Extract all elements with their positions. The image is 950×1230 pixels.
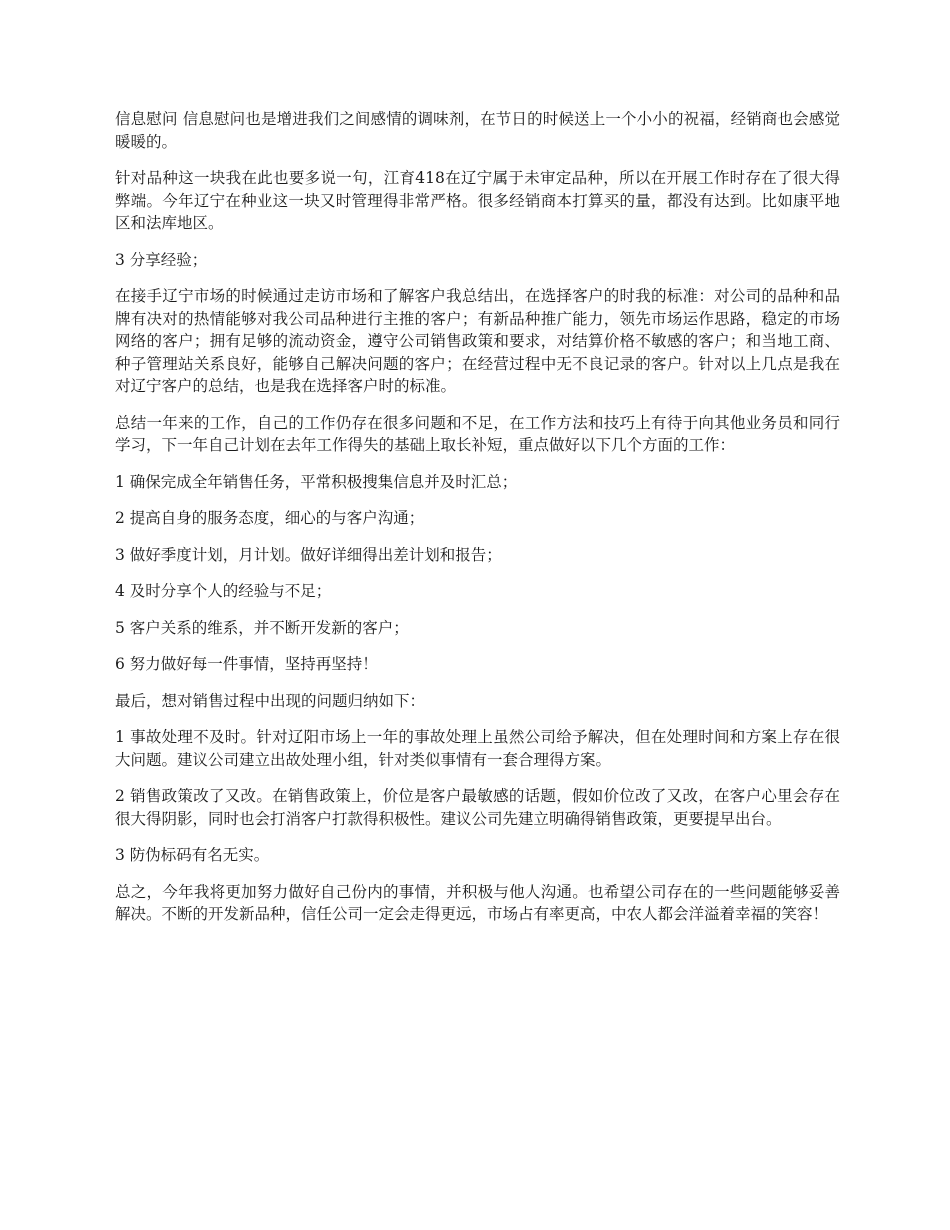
paragraph-share-heading: 3 分享经验； xyxy=(115,250,208,269)
paragraph-greeting: 信息慰问 信息慰问也是增进我们之间感情的调味剂，在节日的时候送上一个小小的祝福，经销商也会感觉暖暖的。 xyxy=(115,110,840,151)
paragraph-customer-standard: 在接手辽宁市场的时候通过走访市场和了解客户我总结出，在选择客户的时我的标准：对公司的品种和品牌有决对的热情能够对我公司品种进行主推的客户；有新品种推广能力，领先市场运作思路，稳定的市场网络的客户；拥有足够的流动资金，遵守公司销售政策和要求，对结算价格不敏感的客户；和当地工商、种子管理站关系良好，能够自己解决问题的客户；在经营过程中无不良记录的客户。针对以上几点是我在对辽宁客户的总结，也是我在选择客户时的标准。 xyxy=(115,287,840,395)
paragraph-variety: 针对品种这一块我在此也要多说一句，江育418在辽宁属于未审定品种，所以在开展工作时存在了很大得弊端。今年辽宁在种业这一块又时管理得非常严格。很多经销商本打算买的量，都没有达到。比如康平地区和法库地区。 xyxy=(115,169,840,232)
list-item-plan-3: 3 做好季度计划，月计划。做好详细得出差计划和报告； xyxy=(115,545,502,564)
list-item-plan-4: 4 及时分享个人的经验与不足； xyxy=(115,582,332,600)
list-item-issue-3: 3 防伪标码有名无实。 xyxy=(115,846,270,864)
list-item-plan-6: 6 努力做好每一件事情，坚持再坚持！ xyxy=(115,655,378,673)
list-item-issue-1: 1 事故处理不及时。针对辽阳市场上一年的事故处理上虽然公司给予解决，但在处理时间和方案上存在很大问题。建议公司建立出故处理小组，针对类似事情有一套合理得方案。 xyxy=(115,728,840,769)
list-item-plan-1: 1 确保完成全年销售任务，平常积极搜集信息并及时汇总； xyxy=(115,472,518,491)
list-item-plan-2: 2 提高自身的服务态度，细心的与客户沟通； xyxy=(115,509,425,527)
paragraph-conclusion: 总之，今年我将更加努力做好自己份内的事情，并积极与他人沟通。也希望公司存在的一些问题能够妥善解决。不断的开发新品种，信任公司一定会走得更远，市场占有率更高，中农人都会洋溢着幸福的笑容！ xyxy=(115,882,840,923)
paragraph-summary: 总结一年来的工作，自己的工作仍存在很多问题和不足，在工作方法和技巧上有待于向其他业务员和同行学习，下一年自己计划在去年工作得失的基础上取长补短，重点做好以下几个方面的工作： xyxy=(115,413,840,454)
list-item-plan-5: 5 客户关系的维系，并不断开发新的客户； xyxy=(115,618,409,637)
paragraph-issues-intro: 最后，想对销售过程中出现的问题归纳如下： xyxy=(115,691,426,710)
document-body xyxy=(115,108,840,940)
list-item-issue-2: 2 销售政策改了又改。在销售政策上，价位是客户最敏感的话题，假如价位改了又改，在客户心里会存在很大得阴影，同时也会打消客户打款得积极性。建议公司先建立明确得销售政策，更要提早出台。 xyxy=(115,787,840,828)
